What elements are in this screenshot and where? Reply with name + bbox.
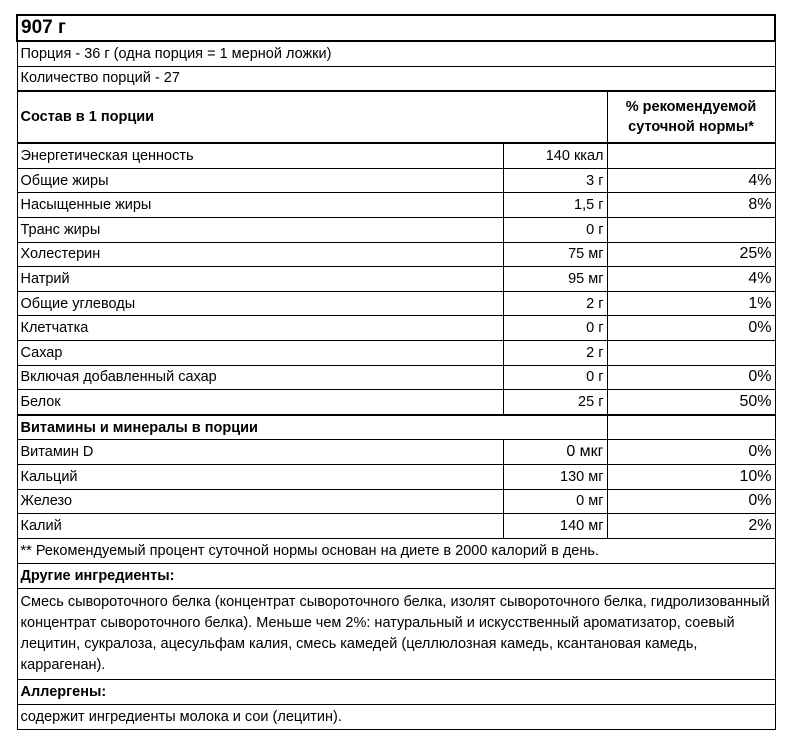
row-daily-value: 0% bbox=[607, 489, 775, 514]
row-name: Витамин D bbox=[17, 440, 503, 465]
vitamin-row bbox=[17, 489, 775, 514]
row-amount: 25 г bbox=[503, 390, 607, 415]
row-name: Включая добавленный сахар bbox=[17, 365, 503, 390]
row-daily-value bbox=[607, 340, 775, 365]
row-daily-value: 50% bbox=[607, 390, 775, 415]
vitamins-header: Витамины и минералы в порции bbox=[17, 415, 607, 440]
row-name: Клетчатка bbox=[17, 316, 503, 341]
allergens-text: содержит ингредиенты молока и сои (лецитин). bbox=[17, 704, 775, 729]
row-daily-value: 0% bbox=[607, 440, 775, 465]
other-ingredients-header: Другие ингредиенты: bbox=[17, 563, 775, 588]
row-name: Холестерин bbox=[17, 242, 503, 267]
nutrient-row bbox=[17, 267, 775, 292]
nutrient-row bbox=[17, 390, 775, 415]
nutrient-row bbox=[17, 316, 775, 341]
nutrient-row bbox=[17, 217, 775, 242]
row-name: Натрий bbox=[17, 267, 503, 292]
vitamin-row bbox=[17, 514, 775, 539]
vitamins-header-empty bbox=[607, 415, 775, 440]
serving-size: Порция - 36 г (одна порция = 1 мерной ложки) bbox=[17, 41, 775, 66]
row-daily-value: 0% bbox=[607, 316, 775, 341]
row-daily-value: 10% bbox=[607, 464, 775, 489]
nutrition-table bbox=[16, 14, 776, 730]
nutrient-row bbox=[17, 365, 775, 390]
row-amount: 0 мг bbox=[503, 489, 607, 514]
nutrient-row bbox=[17, 168, 775, 193]
row-name: Насыщенные жиры bbox=[17, 193, 503, 218]
row-amount: 140 мг bbox=[503, 514, 607, 539]
row-name: Кальций bbox=[17, 464, 503, 489]
nutrient-row bbox=[17, 291, 775, 316]
row-amount: 75 мг bbox=[503, 242, 607, 267]
row-amount: 0 г bbox=[503, 365, 607, 390]
nutrient-row bbox=[17, 193, 775, 218]
row-amount: 140 ккал bbox=[503, 143, 607, 168]
row-name: Транс жиры bbox=[17, 217, 503, 242]
row-daily-value: 25% bbox=[607, 242, 775, 267]
row-daily-value: 0% bbox=[607, 365, 775, 390]
nutrient-row bbox=[17, 340, 775, 365]
row-daily-value bbox=[607, 143, 775, 168]
nutrients-list bbox=[17, 143, 775, 415]
row-amount: 130 мг bbox=[503, 464, 607, 489]
row-daily-value: 4% bbox=[607, 267, 775, 292]
package-weight: 907 г bbox=[17, 15, 775, 41]
row-amount: 95 мг bbox=[503, 267, 607, 292]
row-name: Белок bbox=[17, 390, 503, 415]
row-name: Общие углеводы bbox=[17, 291, 503, 316]
row-amount: 2 г bbox=[503, 340, 607, 365]
row-name: Энергетическая ценность bbox=[17, 143, 503, 168]
row-daily-value: 8% bbox=[607, 193, 775, 218]
composition-header: Состав в 1 порции bbox=[17, 91, 607, 143]
daily-value-header: % рекомендуемой суточной нормы* bbox=[607, 91, 775, 143]
row-amount: 2 г bbox=[503, 291, 607, 316]
row-daily-value bbox=[607, 217, 775, 242]
row-name: Калий bbox=[17, 514, 503, 539]
row-amount: 3 г bbox=[503, 168, 607, 193]
allergens-header: Аллергены: bbox=[17, 679, 775, 704]
footnote: ** Рекомендуемый процент суточной нормы основан на диете в 2000 калорий в день. bbox=[17, 538, 775, 563]
row-amount: 1,5 г bbox=[503, 193, 607, 218]
row-amount: 0 г bbox=[503, 316, 607, 341]
vitamin-row bbox=[17, 440, 775, 465]
row-daily-value: 2% bbox=[607, 514, 775, 539]
row-amount: 0 мкг bbox=[503, 440, 607, 465]
row-daily-value: 4% bbox=[607, 168, 775, 193]
row-name: Сахар bbox=[17, 340, 503, 365]
nutrient-row bbox=[17, 242, 775, 267]
row-name: Железо bbox=[17, 489, 503, 514]
nutrient-row bbox=[17, 143, 775, 168]
row-name: Общие жиры bbox=[17, 168, 503, 193]
row-daily-value: 1% bbox=[607, 291, 775, 316]
servings-count: Количество порций - 27 bbox=[17, 66, 775, 91]
other-ingredients-text: Смесь сывороточного белка (концентрат сывороточного белка, изолят сывороточного белка, гидролизованный концентрат сывороточного белка). Меньше чем 2%: натуральный и искусственный ароматизатор, соевый лецитин, сукралоза, ацесульфам калия, смесь камедей (целлюлозная камедь, ксантановая камедь, каррагенан). bbox=[17, 588, 775, 679]
vitamin-row bbox=[17, 464, 775, 489]
nutrition-facts-panel bbox=[16, 14, 774, 730]
vitamins-list bbox=[17, 440, 775, 538]
row-amount: 0 г bbox=[503, 217, 607, 242]
